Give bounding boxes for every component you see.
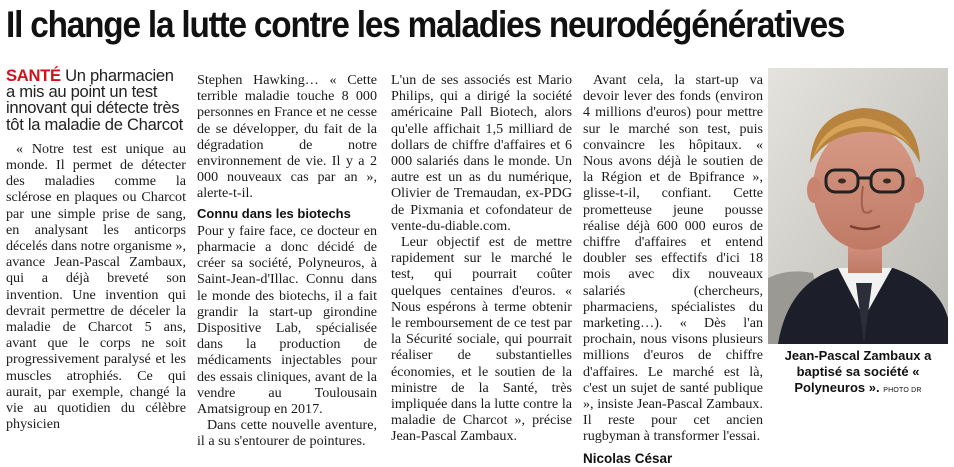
column-4 [583, 72, 763, 466]
caption-text: Jean-Pascal Zambaux a baptisé sa société « Polyneuros ». [784, 348, 932, 395]
paragraph: « Notre test est unique au monde. Il permet de détecter des maladies comme la sclérose en plaques ou Charcot par une simple prise de sang, en analysant les anticorps décelés dans notre organisme », avance Jean-Pascal Zambaux, qui a déjà breveté son invention. Une invention qui devrait permettre de déceler la maladie de Charcot 5 ans, avant que le corps ne soit progressivement paralysé et les muscles atrophiés. Ce qui aurait, par exemple, changé la vie au quotidien du célèbre physicien [6, 140, 186, 433]
photo-credit: PHOTO DR [883, 387, 922, 394]
subheading: Connu dans les biotechs [197, 205, 351, 221]
paragraph: Leur objectif est de mettre rapidement sur le marché le test, qui pourrait coûter quelques centaines d'euros. « Nous espérons à terme obtenir le remboursement de ce test par la Sécurité sociale, qui pourrait réaliser de substantielles économies, et le soutien de la ministre de la Santé, très impliquée dans la lutte contre la maladie de Charcot », précise Jean-Pascal Zambaux. [391, 234, 572, 445]
portrait-photo [768, 68, 948, 344]
chapo [6, 68, 186, 133]
paragraph: Pour y faire face, ce docteur en pharmacie a donc décidé de créer sa société, Polyneuros, à Saint-Jean-d'Illac. Connu dans le monde des biotechs, il a fait grandir la start-up girondine Dispositive Lab, spécialisée dans la production de médicaments injectables pour des essais cliniques, avant de la vendre au Toulousain Amatsigroup en 2017. [197, 222, 377, 418]
column-3 [391, 72, 572, 445]
paragraph: Avant cela, la start-up va devoir lever des fonds (environ 4 millions d'euros) pour mettre sur le marché son test, puis convaincre les hôpitaux. « Nous avons déjà le soutien de la Région et de Bpifrance », glisse-t-il, confiant. Cette prometteuse jeune pousse réalise déjà 600 000 euros de chiffre d'affaires et entend doubler ses effectifs d'ici 18 mois avec dix nouveaux salariés (chercheurs, pharmaciens, spécialistes du marketing…). « Dès l'an prochain, nous visons plusieurs millions d'euros de chiffre d'affaires. Le marché est là, c'est un sujet de santé publique », insiste Jean-Pascal Zambaux. Il reste pour cet ancien rugbyman à transformer l'essai. [583, 72, 763, 445]
section-kicker: SANTÉ [6, 66, 61, 85]
author-signature: Nicolas César [583, 450, 673, 466]
chapo-text: Un pharmacien a mis au point un test innovant qui détecte très tôt la maladie de Charcot [6, 66, 183, 134]
portrait-illustration [768, 68, 948, 344]
paragraph: Dans cette nouvelle aventure, il a su s'entourer de pointures. [197, 417, 377, 450]
photo-caption [768, 348, 948, 399]
column-1 [6, 66, 186, 433]
headline: Il change la lutte contre les maladies neurodégénératives [6, 4, 845, 45]
paragraph: Stephen Hawking… « Cette terrible maladie touche 8 000 personnes en France et ne cesse de se développer, du fait de la dégradation de notre environnement de vie. Il y a 2 000 nouveaux cas par an », alerte-t-il. [197, 72, 377, 202]
paragraph: L'un de ses associés est Mario Philips, qui a dirigé la société américaine Pall Biotech, alors qu'elle affichait 1,5 milliard de dollars de chiffre d'affaires et 6 000 salariés dans le monde. Un autre est un as du numérique, Olivier de Tremaudan, ex-PDG de Pixmania et cofondateur de vente-du-diable.com. [391, 72, 572, 234]
column-2 [197, 72, 377, 450]
